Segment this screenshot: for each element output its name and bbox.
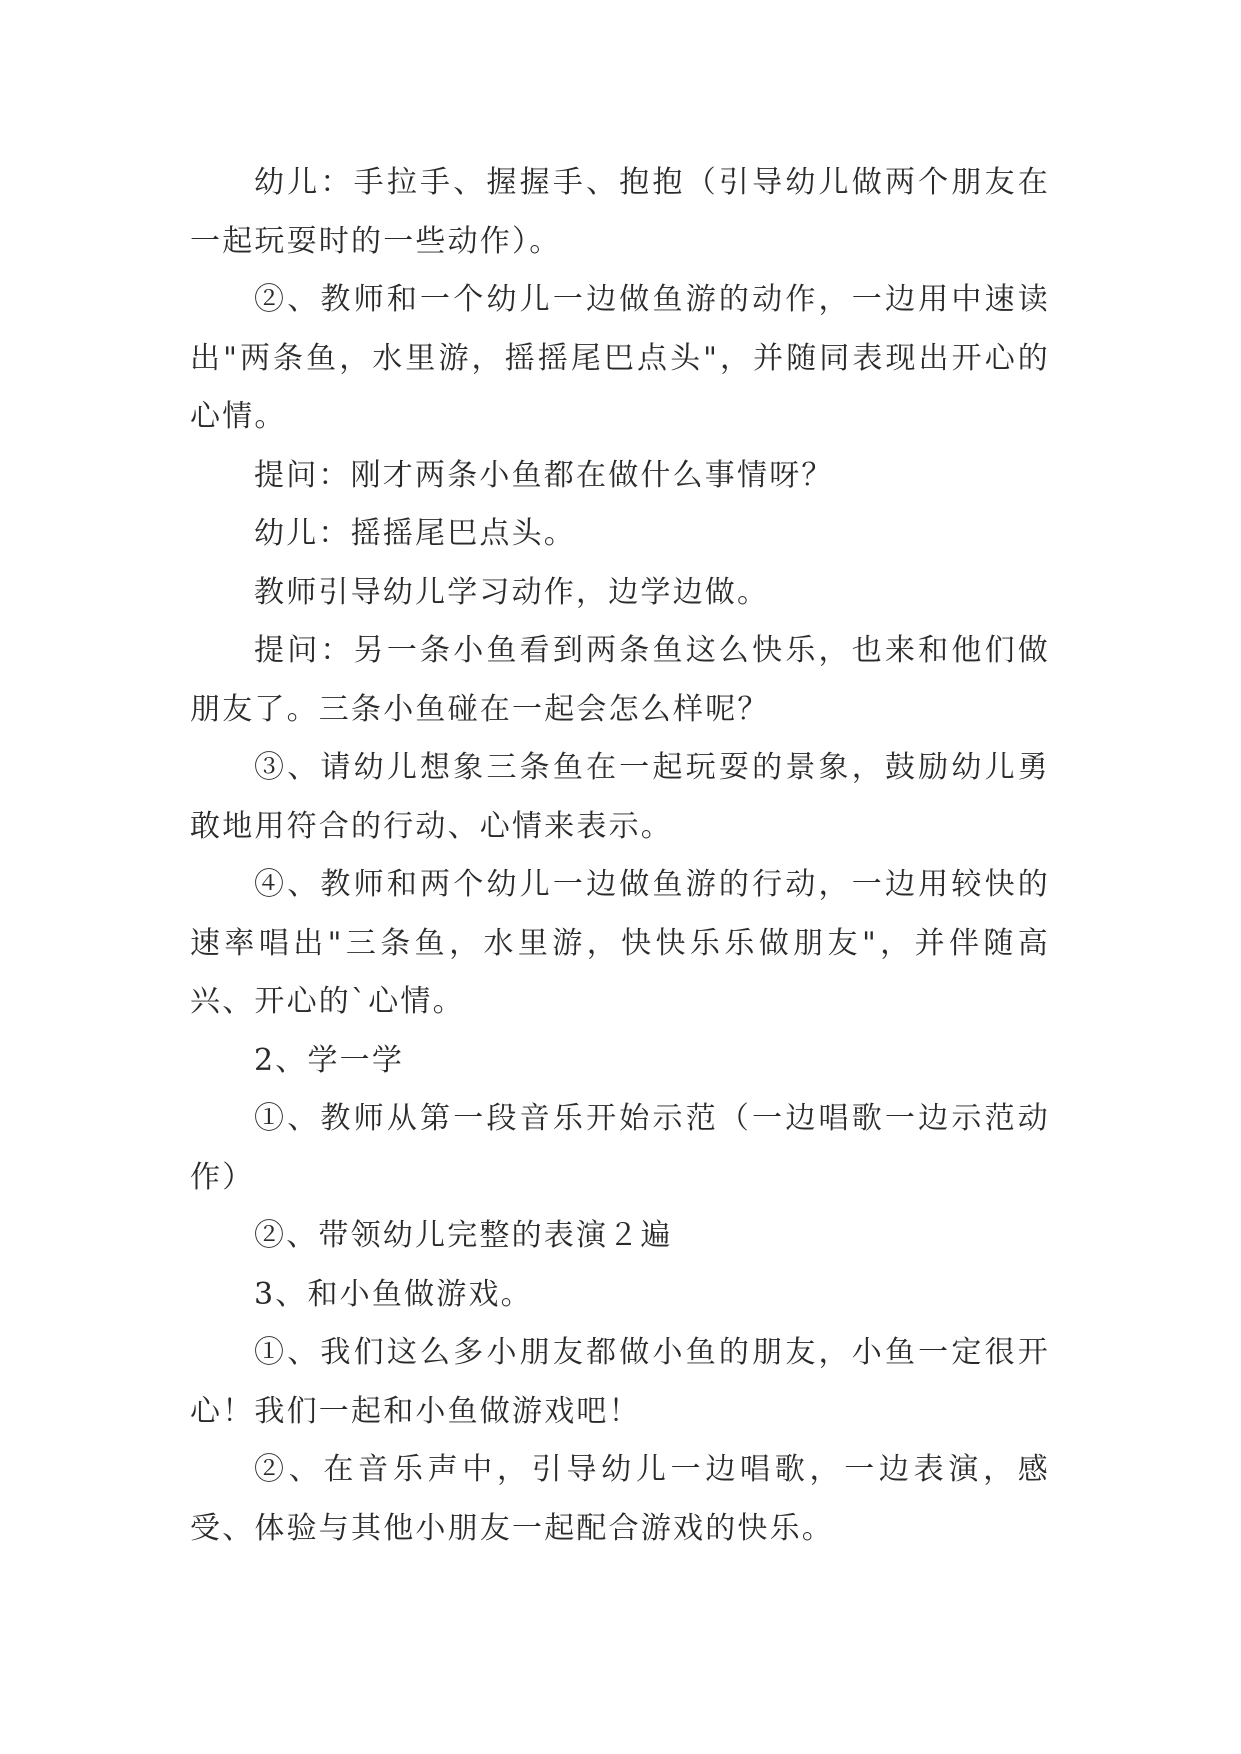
paragraph-13: ①、我们这么多小朋友都做小鱼的朋友，小鱼一定很开心！我们一起和小鱼做游戏吧！ bbox=[190, 1335, 1050, 1429]
paragraph-8: ④、教师和两个幼儿一边做鱼游的行动，一边用较快的速率唱出"三条鱼，水里游，快快乐乐做朋友"，并伴随高兴、开心的`心情。 bbox=[190, 867, 1050, 1019]
paragraph-12: 3、和小鱼做游戏。 bbox=[254, 1276, 533, 1312]
paragraph-4: 幼儿：摇摇尾巴点头。 bbox=[254, 516, 576, 551]
paragraph-3: 提问：刚才两条小鱼都在做什么事情呀？ bbox=[254, 457, 834, 493]
paragraph-2: ②、教师和一个幼儿一边做鱼游的动作，一边用中速读出"两条鱼，水里游，摇摇尾巴点头"，并随同表现出开心的心情。 bbox=[190, 282, 1050, 434]
paragraph-10: ①、教师从第一段音乐开始示范（一边唱歌一边示范动作） bbox=[190, 1101, 1050, 1195]
paragraph-5: 教师引导幼儿学习动作，边学边做。 bbox=[254, 574, 770, 610]
paragraph-1: 幼儿：手拉手、握握手、抱抱（引导幼儿做两个朋友在一起玩耍时的一些动作）。 bbox=[190, 165, 1050, 259]
paragraph-14: ②、在音乐声中，引导幼儿一边唱歌，一边表演，感受、体验与其他小朋友一起配合游戏的快乐。 bbox=[190, 1452, 1050, 1546]
paragraph-11: ②、带领幼儿完整的表演２遍 bbox=[254, 1218, 673, 1253]
document-body bbox=[190, 154, 1050, 1558]
paragraph-7: ③、请幼儿想象三条鱼在一起玩耍的景象，鼓励幼儿勇敢地用符合的行动、心情来表示。 bbox=[190, 750, 1050, 844]
paragraph-9: 2、学一学 bbox=[254, 1042, 405, 1078]
paragraph-6: 提问：另一条小鱼看到两条鱼这么快乐，也来和他们做朋友了。三条小鱼碰在一起会怎么样呢？ bbox=[190, 633, 1050, 727]
